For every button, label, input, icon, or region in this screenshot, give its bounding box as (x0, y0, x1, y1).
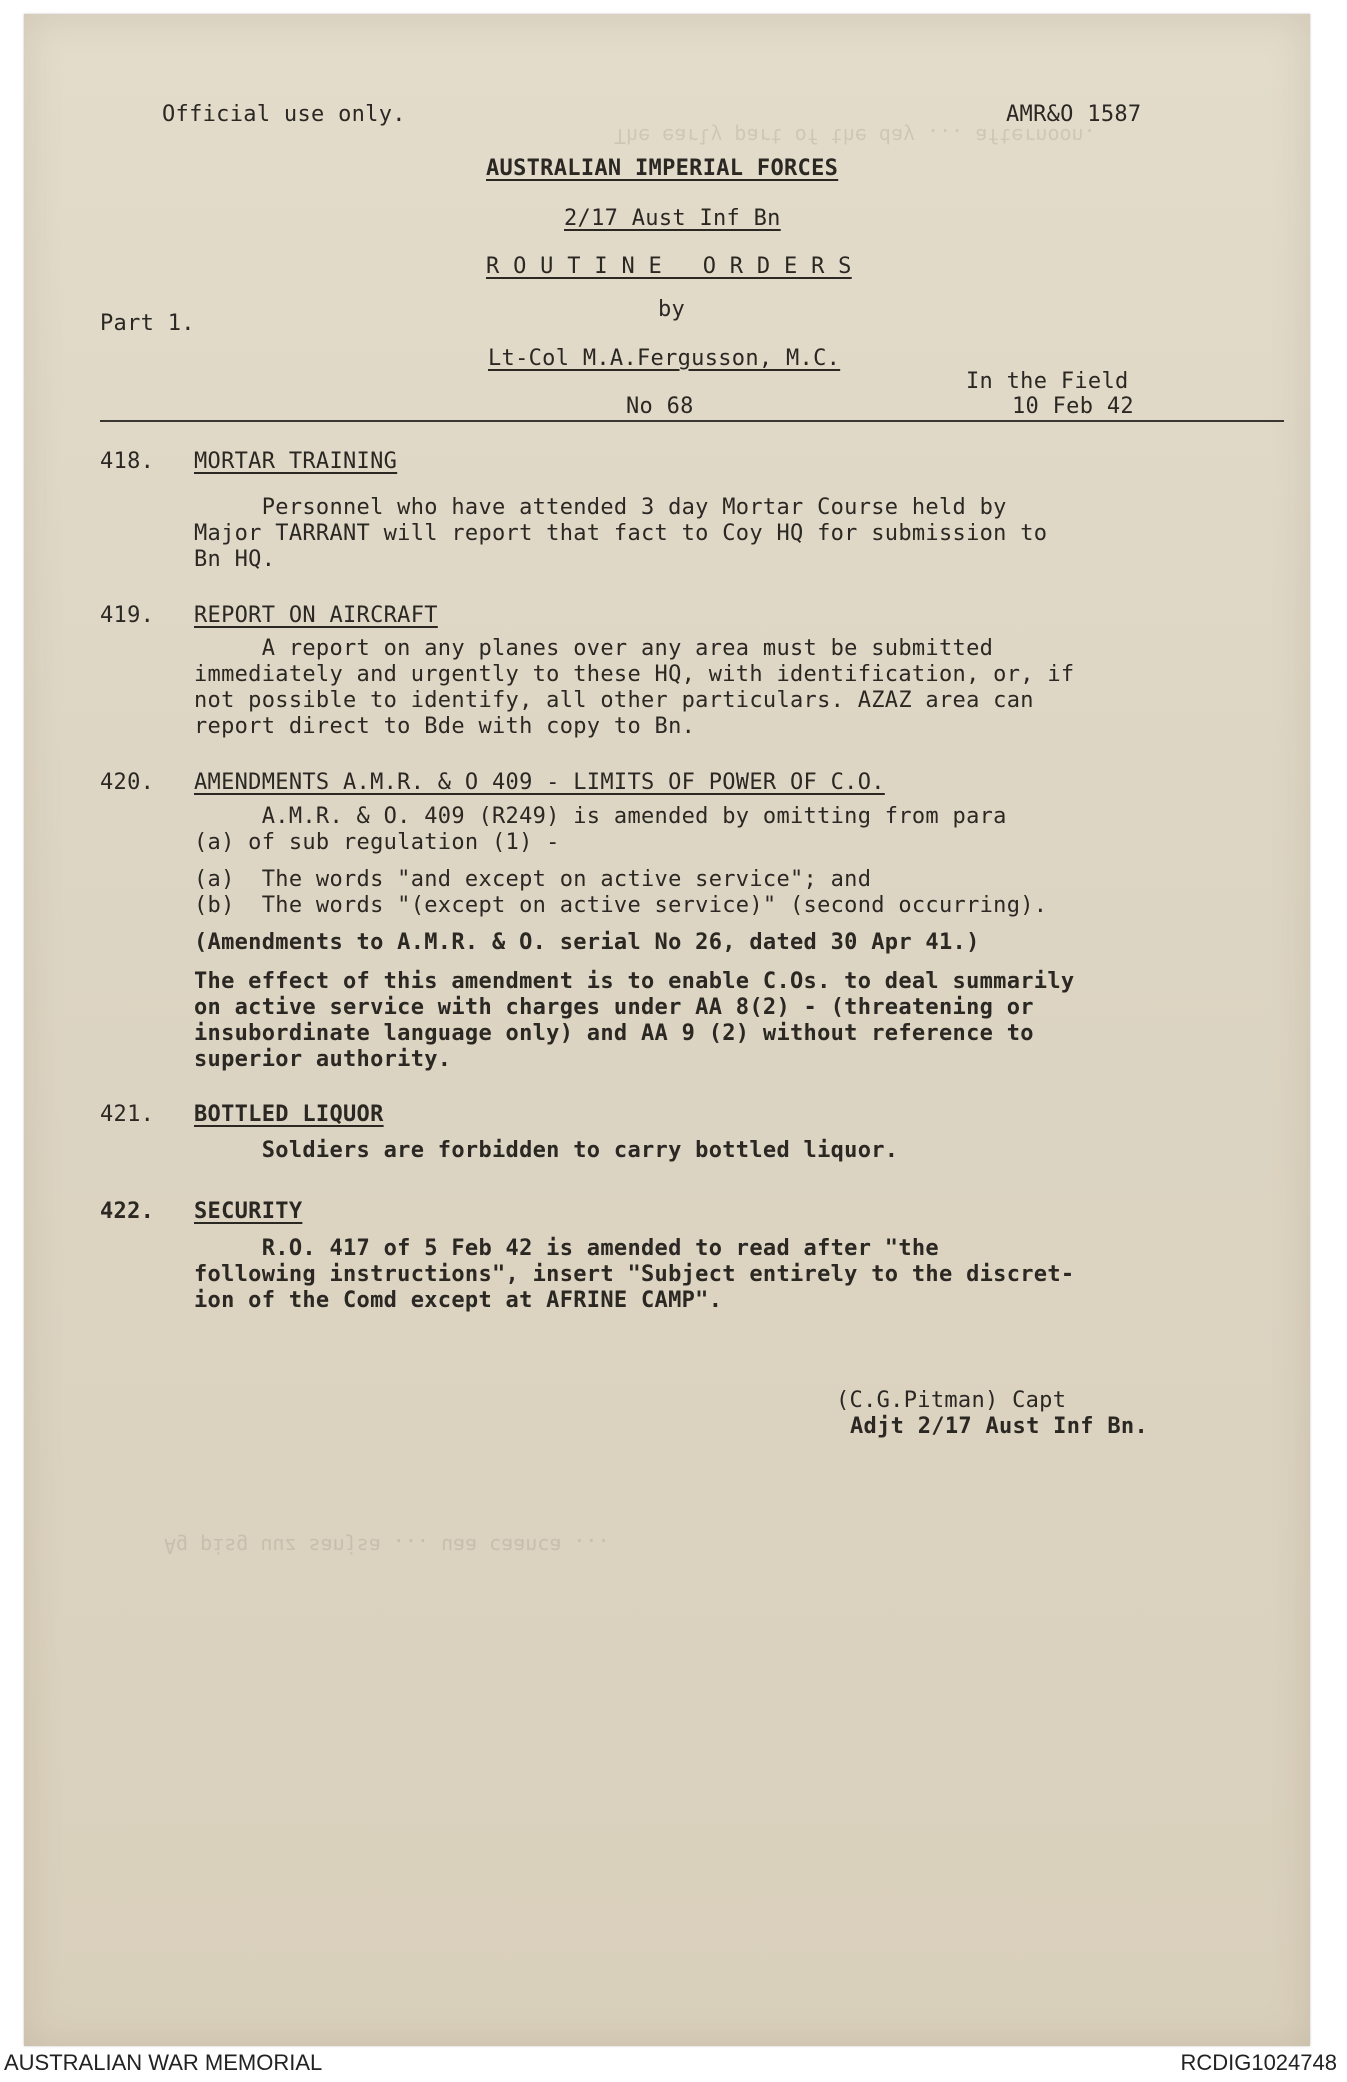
order-number-418: 418. (100, 449, 155, 474)
classification-label: Official use only. (162, 102, 406, 127)
document-title: AUSTRALIAN IMPERIAL FORCES (486, 156, 839, 181)
order-line: ion of the Comd except at AFRINE CAMP". (194, 1288, 723, 1313)
archive-footer-left: AUSTRALIAN WAR MEMORIAL (4, 2050, 323, 2075)
order-line: Soldiers are forbidden to carry bottled liquor. (194, 1138, 899, 1163)
order-line: Major TARRANT will report that fact to Coy HQ for submission to (194, 521, 1048, 546)
signature-title: Adjt 2/17 Aust Inf Bn. (850, 1414, 1148, 1439)
location-label: In the Field (966, 369, 1129, 394)
order-number-420: 420. (100, 770, 155, 795)
order-line: on active service with charges under AA 8(2) - (threatening or (194, 995, 1034, 1020)
order-line: insubordinate language only) and AA 9 (2) without reference to (194, 1021, 1034, 1046)
order-line: Personnel who have attended 3 day Mortar Course held by (194, 495, 1007, 520)
order-heading-419: REPORT ON AIRCRAFT (194, 603, 438, 628)
by-label: by (658, 297, 686, 322)
order-line: (b) The words "(except on active service)" (second occurring). (194, 893, 1048, 918)
order-line: superior authority. (194, 1047, 452, 1072)
order-line: (a) The words "and except on active service"; and (194, 867, 872, 892)
order-line: not possible to identify, all other particulars. AZAZ area can (194, 688, 1034, 713)
order-line: The effect of this amendment is to enable C.Os. to deal summarily (194, 969, 1075, 994)
header-divider (100, 420, 1284, 422)
order-number-421: 421. (100, 1102, 155, 1127)
document-page (24, 14, 1310, 2046)
order-heading-418: MORTAR TRAINING (194, 449, 398, 474)
order-heading-422: SECURITY (194, 1199, 303, 1224)
commander-name: Lt-Col M.A.Fergusson, M.C. (488, 346, 841, 371)
unit-name: 2/17 Aust Inf Bn (564, 206, 781, 231)
order-line: report direct to Bde with copy to Bn. (194, 714, 696, 739)
bleed-through-text: The early part of the day ... afternoon. (614, 124, 1096, 148)
order-line: A.M.R. & O. 409 (R249) is amended by omitting from para (194, 804, 1007, 829)
bleed-through-text: Ag pisg uuz sanjsa ... uaa caanca ... (164, 1534, 610, 1558)
order-date: 10 Feb 42 (1012, 394, 1134, 419)
signature-name: (C.G.Pitman) Capt (836, 1388, 1067, 1413)
order-line: immediately and urgently to these HQ, with identification, or, if (194, 662, 1075, 687)
order-heading-421: BOTTLED LIQUOR (194, 1102, 384, 1127)
order-number: No 68 (626, 394, 694, 419)
order-number-419: 419. (100, 603, 155, 628)
archive-footer-right: RCDIG1024748 (1180, 2050, 1337, 2075)
order-line: (a) of sub regulation (1) - (194, 830, 560, 855)
part-label: Part 1. (100, 311, 195, 336)
order-line: R.O. 417 of 5 Feb 42 is amended to read after "the (194, 1236, 939, 1261)
order-heading-420: AMENDMENTS A.M.R. & O 409 - LIMITS OF POWER OF C.O. (194, 770, 885, 795)
document-type: R O U T I N E O R D E R S (486, 254, 852, 279)
order-line: Bn HQ. (194, 547, 276, 572)
order-number-422: 422. (100, 1199, 155, 1224)
order-line: A report on any planes over any area must be submitted (194, 636, 994, 661)
reference-number: AMR&O 1587 (1006, 102, 1142, 127)
order-line: (Amendments to A.M.R. & O. serial No 26, dated 30 Apr 41.) (194, 930, 980, 955)
order-line: following instructions", insert "Subject entirely to the discret- (194, 1262, 1075, 1287)
